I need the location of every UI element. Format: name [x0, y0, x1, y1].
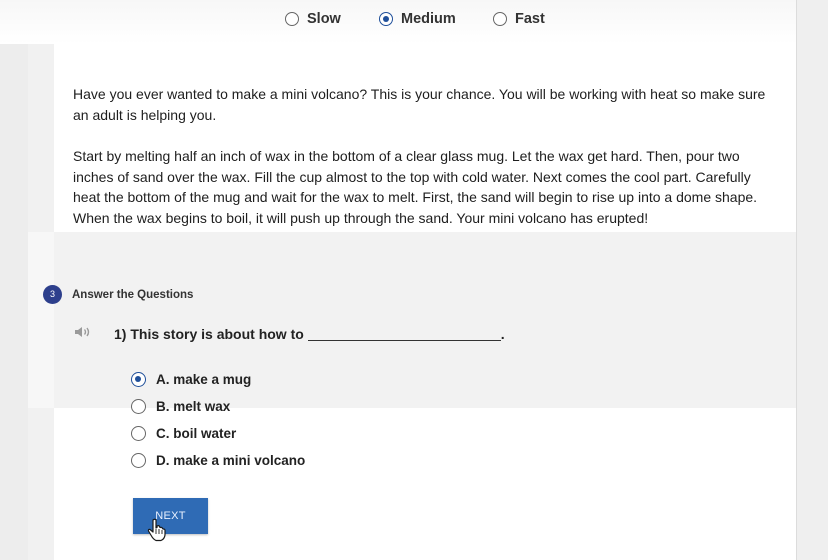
question-panel-edge	[28, 232, 54, 408]
speed-label: Medium	[401, 11, 456, 27]
speed-option-slow[interactable]	[285, 11, 341, 27]
answer-option-d[interactable]	[131, 453, 305, 468]
radio-icon[interactable]	[131, 453, 146, 468]
speed-option-fast[interactable]	[493, 11, 545, 27]
hand-pointer-icon	[147, 518, 167, 547]
speaker-icon[interactable]	[74, 325, 92, 344]
speed-option-medium[interactable]	[379, 11, 456, 27]
option-label: A. make a mug	[156, 372, 252, 387]
story-paragraph: Have you ever wanted to make a mini volcano? This is your chance. You will be working with heat so make sure an adult is helping you.	[73, 86, 766, 123]
question-prompt	[114, 326, 505, 342]
answer-blank	[308, 340, 501, 341]
section-title: Answer the Questions	[72, 289, 194, 301]
radio-selected-icon[interactable]	[131, 372, 146, 387]
answer-option-c[interactable]	[131, 426, 236, 441]
radio-selected-icon[interactable]	[379, 12, 393, 26]
right-background	[796, 0, 828, 560]
option-label: D. make a mini volcano	[156, 453, 306, 468]
answer-option-b[interactable]	[131, 399, 230, 414]
question-punctuation: .	[500, 326, 505, 342]
question-text: 1) This story is about how to	[114, 326, 304, 342]
radio-icon[interactable]	[493, 12, 507, 26]
radio-icon[interactable]	[131, 399, 146, 414]
option-label: C. boil water	[156, 426, 237, 441]
radio-icon[interactable]	[131, 426, 146, 441]
speed-label: Slow	[307, 11, 341, 27]
left-background	[0, 0, 28, 560]
option-label: B. melt wax	[156, 399, 231, 414]
answer-option-a[interactable]	[131, 372, 251, 387]
step-number-badge: 3	[43, 285, 62, 304]
next-button[interactable]: NEXT	[133, 498, 208, 534]
speed-label: Fast	[515, 11, 545, 27]
radio-icon[interactable]	[285, 12, 299, 26]
story-paragraph: Start by melting half an inch of wax in the bottom of a clear glass mug. Let the wax get hard. Then, pour two inches of sand over the wax. Fill the cup almost to the top with cold water. Next comes the cool part. Carefully heat the bottom of the mug and wait for the wax to melt. First, the sand will begin to rise up into a dome shape. When the wax begins to boil, it will push up through the sand. Your mini volcano has erupted!	[73, 148, 758, 226]
